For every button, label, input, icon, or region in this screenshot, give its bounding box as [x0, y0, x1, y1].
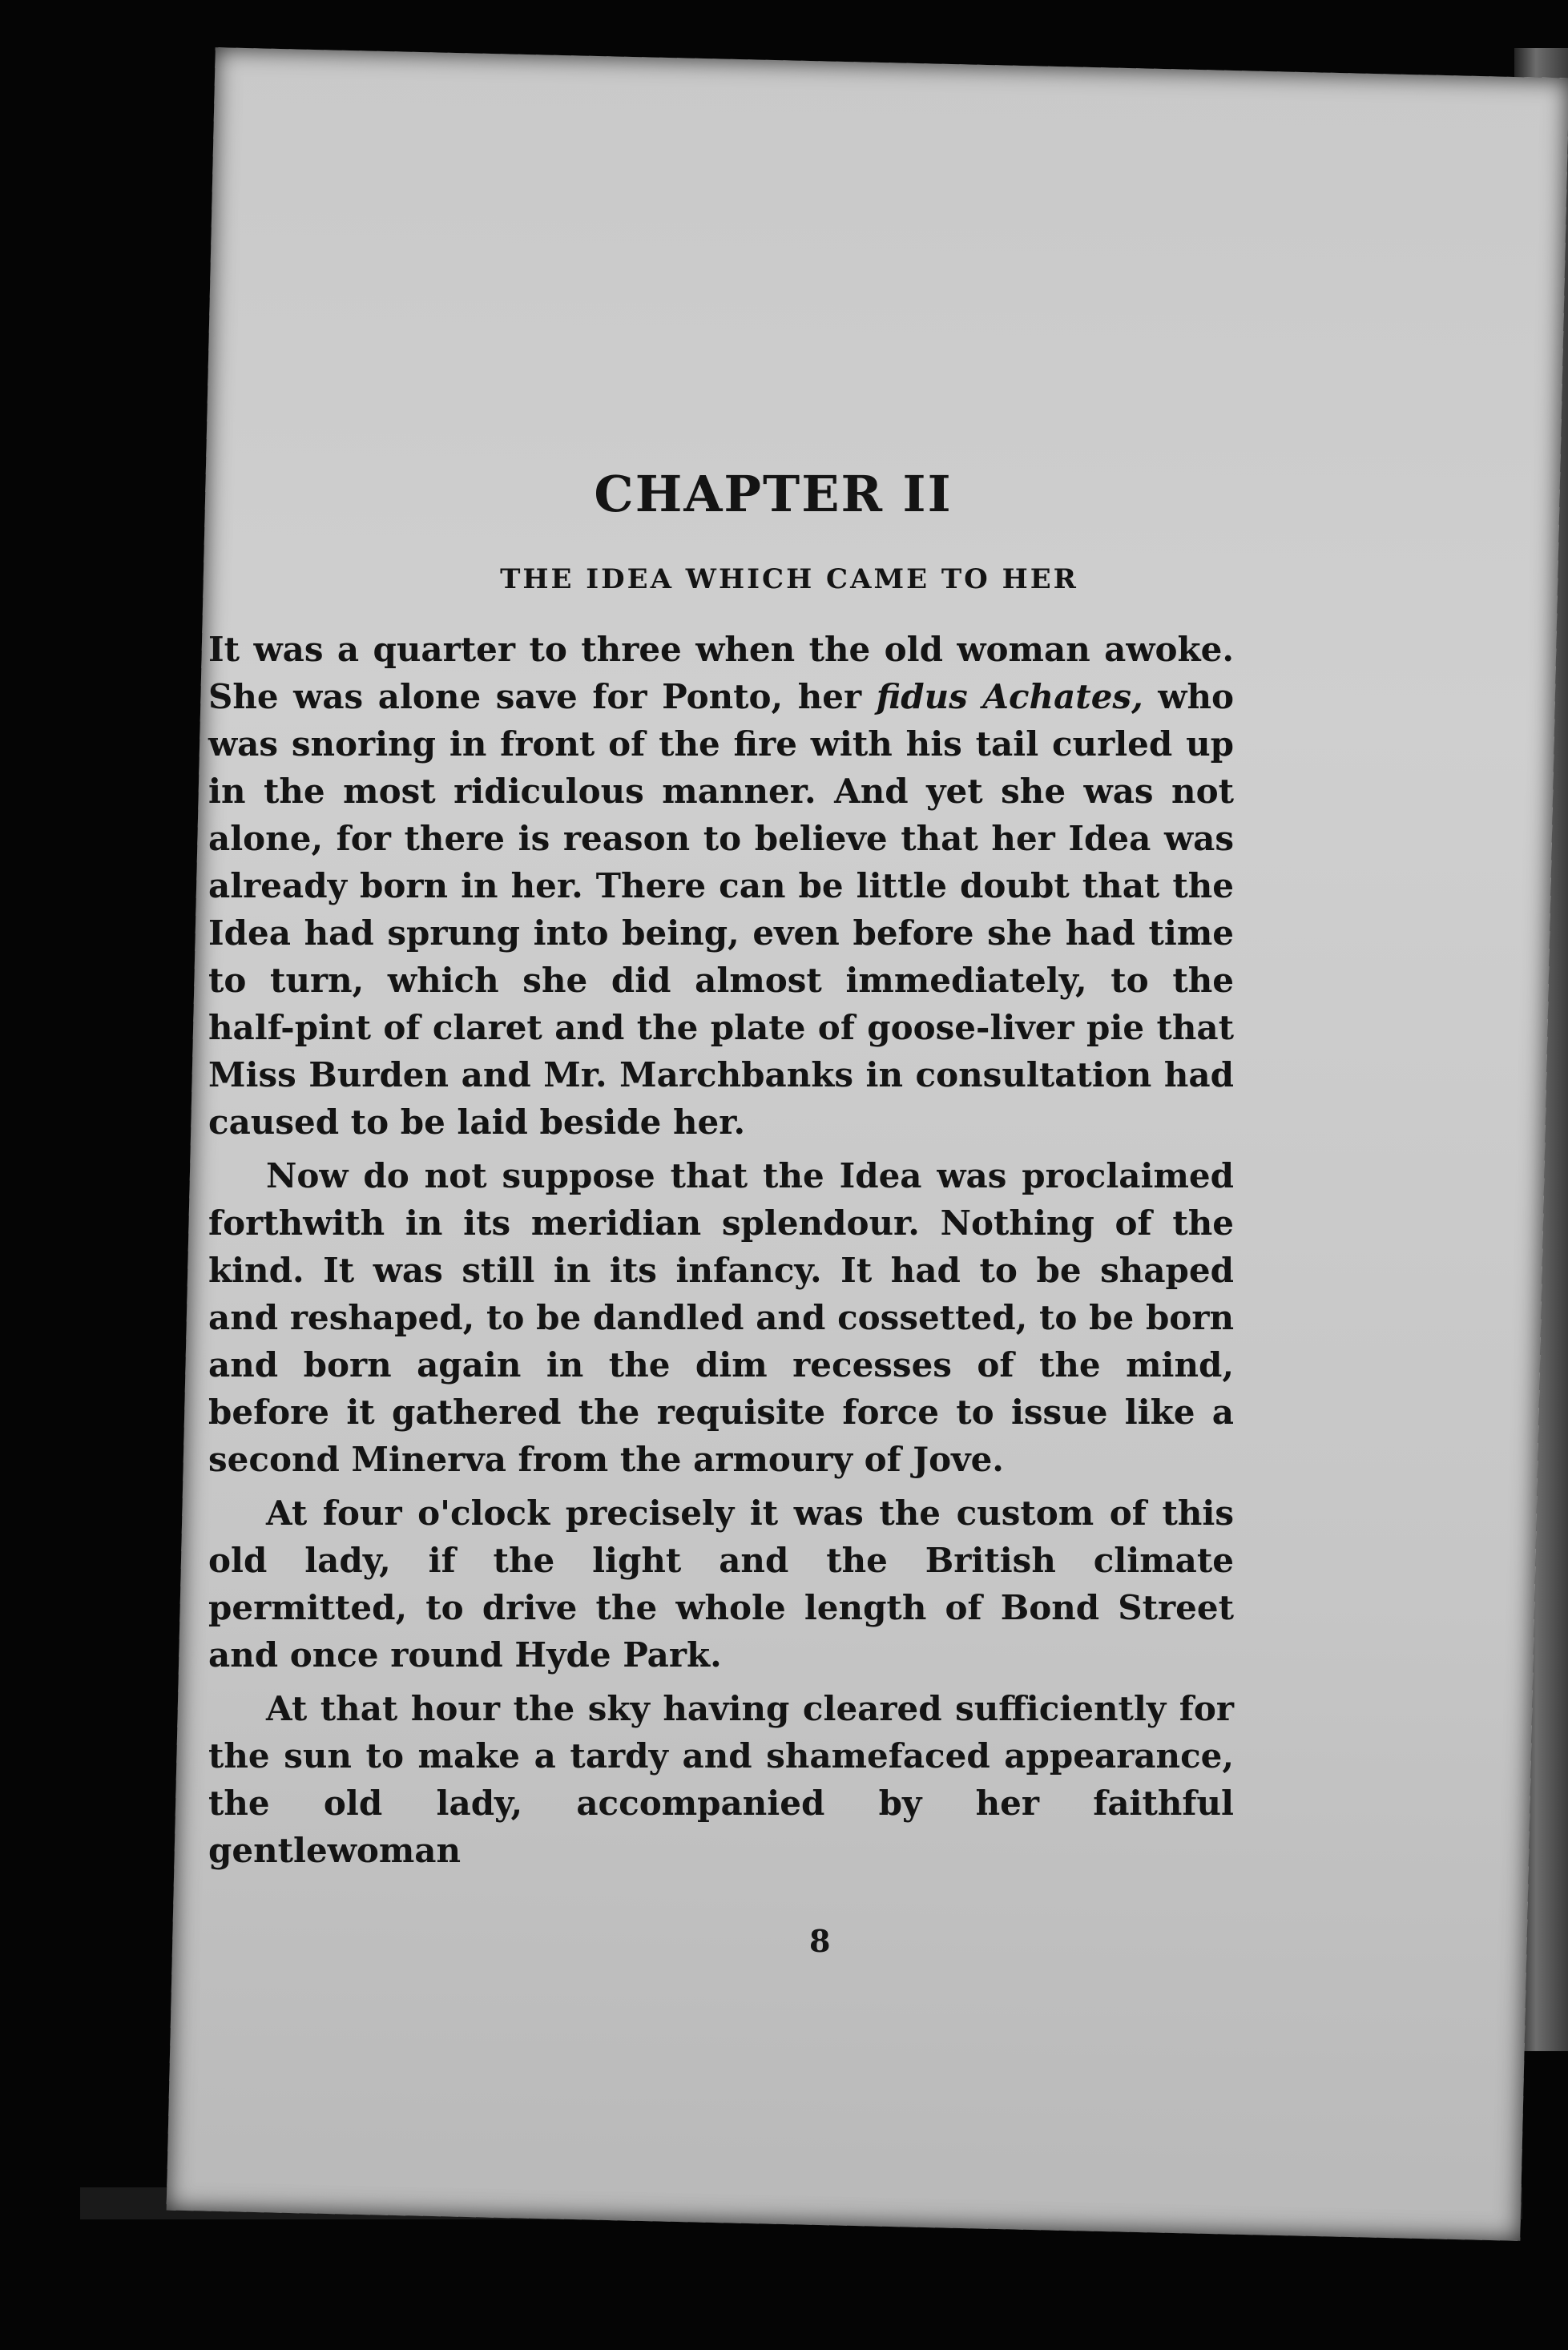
- page-text-block: [208, 465, 1234, 1880]
- paragraph-1-text-b: who was snoring in front of the fire with his tail curled up in the most ridiculous manner. And yet she was not alone, for there is reason to believe that her Idea was already born in her. There can be little doubt that the Idea had sprung into being, even before she had time to turn, which she did almost immediately, to the half-pint of claret and the plate of goose-liver pie that Miss Burden and Mr. Marchbanks in consultation had caused to be laid beside her.: [208, 677, 1234, 1142]
- paragraph-2: Now do not suppose that the Idea was proclaimed forthwith in its meridian splendour. Nothing of the kind. It was still in its infancy. It had to be shaped and reshaped, to be dandled and cossetted, to be born and born again in the dim recesses of the mind, before it gathered the requisite force to issue like a second Minerva from the armoury of Jove.: [208, 1156, 1234, 1479]
- paragraph-1-text-a: It was a quarter to three when the old woman awoke. She was alone save for Ponto, her: [208, 630, 1234, 716]
- paragraph-4: At that hour the sky having cleared sufficiently for the sun to make a tardy and shamefaced appearance, the old lady, accompanied by her faithful gentlewoman: [208, 1689, 1234, 1870]
- chapter-subtitle: THE IDEA WHICH CAME TO HER: [500, 563, 1078, 595]
- page-number: 8: [809, 1923, 831, 1959]
- paragraph-3: At four o'clock precisely it was the custom of this old lady, if the light and the British climate permitted, to drive the whole length of Bond Street and once round Hyde Park.: [208, 1493, 1234, 1675]
- paragraph-1-italic: fidus Achates,: [876, 677, 1143, 716]
- chapter-title: CHAPTER II: [594, 465, 953, 523]
- paragraph-1: [208, 626, 1234, 1146]
